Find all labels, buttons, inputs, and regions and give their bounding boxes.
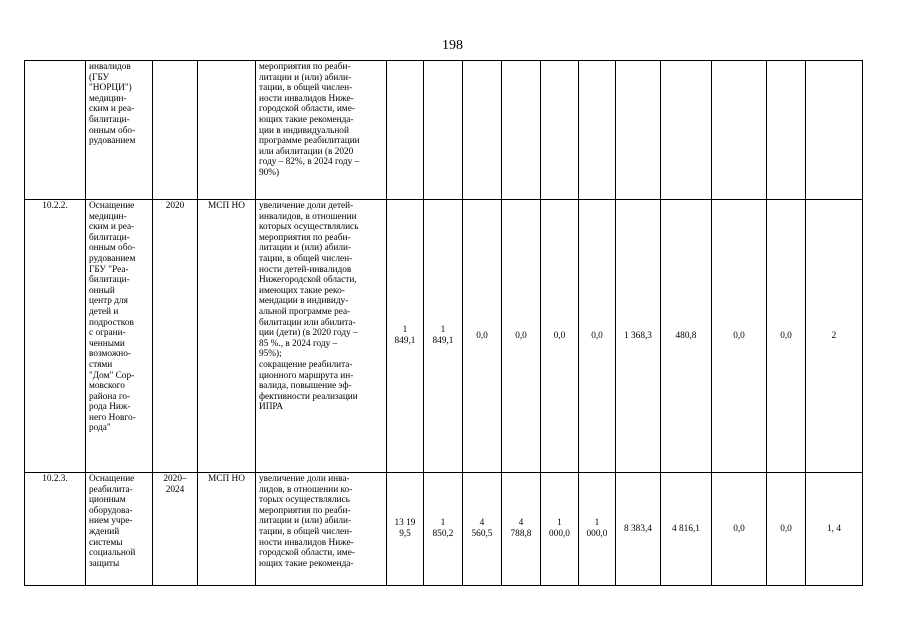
cell-text: 0,0 — [476, 330, 488, 341]
cell-text: 2 — [831, 330, 837, 341]
row-code-cell: 10.2.3. — [25, 473, 86, 586]
row-value-cell — [806, 61, 863, 200]
text-line: детей и — [89, 306, 119, 317]
text-line: ющих такие рекоменда- — [259, 558, 354, 569]
text-line: центр для — [89, 296, 128, 307]
text-line: ционного маршрута ин- — [259, 370, 354, 381]
cell-text: 9,5 — [399, 529, 411, 539]
text-line: тации, в общей числен- — [259, 83, 353, 94]
text-line: лидов, в отношении ко- — [259, 484, 353, 495]
text-line: ции (дети) (в 2020 году – — [259, 328, 358, 339]
cell-text: 0,0 — [553, 330, 566, 341]
cell-text: 2020 — [165, 201, 185, 211]
text-line: ским и реа- — [89, 104, 135, 115]
text-line: "НОРЦИ") — [89, 83, 132, 94]
text-line: литации и (или) абили- — [259, 516, 352, 527]
cell-text: 560,5 — [471, 529, 493, 539]
row-name-cell — [86, 61, 153, 200]
row-indicator-cell — [256, 473, 387, 586]
row-value-cell — [616, 200, 661, 473]
text-line: рода Ниж- — [89, 402, 131, 413]
text-line: ности инвалидов Ниже- — [259, 537, 354, 548]
row-value-cell — [661, 61, 712, 200]
text-line: альной программе реа- — [259, 306, 351, 317]
row-value-cell — [541, 473, 579, 586]
text-line: тации, в общей числен- — [259, 526, 353, 537]
page-number: 198 — [442, 38, 463, 53]
cell-text: 850,2 — [432, 529, 454, 539]
text-line: которых осуществлялись — [259, 222, 359, 233]
cell-text: 2020– — [163, 474, 187, 484]
row-value-cell — [616, 473, 661, 586]
text-line: увеличение доли детей- — [259, 201, 354, 211]
text-line: рудованием — [89, 253, 136, 264]
table-row — [25, 473, 863, 586]
row-value-cell — [424, 200, 463, 473]
row-value-cell — [463, 200, 502, 473]
text-line: медицин- — [89, 93, 127, 104]
table-row — [25, 61, 863, 200]
text-line: онным обо- — [89, 243, 136, 254]
text-line: реабилита- — [89, 484, 133, 495]
text-line: рода" — [89, 423, 111, 434]
cell-text: 0,0 — [733, 330, 745, 341]
row-value-cell — [806, 473, 863, 586]
row-value-cell — [424, 473, 463, 586]
text-line: с ограни- — [89, 328, 126, 339]
row-value-cell — [806, 200, 863, 473]
cell-text: 8 383,4 — [624, 523, 652, 534]
text-line: Оснащение — [89, 201, 135, 211]
row-value-cell — [463, 473, 502, 586]
row-value-cell — [712, 473, 767, 586]
row-value-cell — [541, 200, 579, 473]
row-years-cell — [153, 473, 198, 586]
text-line: мероприятия по реаби- — [259, 505, 351, 516]
row-years-cell — [153, 200, 198, 473]
cell-text: 0,0 — [780, 330, 792, 341]
row-value-cell — [424, 61, 463, 200]
text-line: билитаци- — [89, 232, 130, 243]
text-line: социальной — [89, 548, 136, 559]
cell-text: 0,0 — [733, 523, 745, 534]
text-line: или абилитации (в 2020 — [259, 146, 354, 157]
text-line: мендации в индивиду- — [259, 296, 349, 307]
row-value-cell — [767, 61, 806, 200]
cell-text: 849,1 — [432, 336, 454, 346]
row-value-cell — [387, 200, 424, 473]
row-value-cell — [767, 473, 806, 586]
row-value-cell — [579, 61, 616, 200]
row-code-cell — [25, 61, 86, 200]
row-value-cell — [387, 61, 424, 200]
text-line: ченными — [89, 338, 125, 349]
text-line: стями — [89, 359, 113, 370]
row-years-cell — [153, 61, 198, 200]
text-line: ГБУ "Реа- — [89, 264, 129, 275]
row-indicator-cell — [256, 200, 387, 473]
text-line: валида, повышение эф- — [259, 381, 352, 392]
text-line: мероприятия по реаби- — [259, 232, 351, 243]
cell-text: 0,0 — [780, 523, 792, 534]
budget-table — [24, 60, 863, 586]
cell-text: 1 — [594, 518, 600, 529]
text-line: ности детей-инвалидов — [259, 264, 352, 275]
text-line: медицин- — [89, 211, 127, 222]
cell-text: 1 368,3 — [624, 330, 652, 341]
text-line: онный — [89, 285, 115, 296]
text-line: 95%); — [259, 349, 282, 360]
text-line: возможно- — [89, 349, 131, 360]
text-line: мероприятия по реаби- — [259, 62, 351, 72]
cell-text: 1, 4 — [827, 523, 841, 534]
text-line: билитаци- — [89, 275, 130, 286]
row-value-cell — [616, 61, 661, 200]
text-line: билитации или абилита- — [259, 317, 356, 328]
text-line: городской области, име- — [259, 548, 355, 559]
row-value-cell — [712, 61, 767, 200]
text-line: имеющих такие реко- — [259, 285, 345, 296]
text-line: билитаци- — [89, 114, 130, 125]
text-line: литации и (или) абили- — [259, 243, 352, 254]
row-value-cell — [579, 473, 616, 586]
row-value-cell — [387, 473, 424, 586]
row-value-cell — [541, 61, 579, 200]
row-executor-cell — [198, 61, 256, 200]
cell-text: 4 — [518, 518, 524, 529]
text-line: Оснащение — [89, 474, 135, 484]
text-line: системы — [89, 537, 123, 548]
text-line: инвалидов, в отношении — [259, 211, 357, 222]
text-line: тации, в общей числен- — [259, 253, 353, 264]
text-line: сокращение реабилита- — [259, 359, 353, 370]
row-indicator-cell — [256, 61, 387, 200]
cell-text: 1 — [440, 518, 446, 529]
text-line: Нижегородской области, — [259, 275, 357, 286]
text-line: ждений — [89, 526, 120, 537]
cell-text: 788,8 — [510, 529, 532, 539]
text-line: (ГБУ — [89, 72, 110, 83]
row-executor-cell: МСП НО — [198, 200, 256, 473]
row-value-cell — [502, 473, 541, 586]
text-line: фективности реализации — [259, 391, 358, 402]
row-executor-cell: МСП НО — [198, 473, 256, 586]
row-name-cell — [86, 200, 153, 473]
text-line: ности инвалидов Ниже- — [259, 93, 354, 104]
text-line: ционным — [89, 495, 126, 506]
cell-text: 000,0 — [549, 529, 570, 539]
text-line: ским и реа- — [89, 222, 135, 233]
row-value-cell — [767, 200, 806, 473]
text-line: литации и (или) абили- — [259, 72, 352, 83]
cell-text: 4 816,1 — [672, 523, 700, 534]
text-line: онным обо- — [89, 125, 136, 136]
text-line: инвалидов — [89, 62, 131, 72]
text-line: городской области, име- — [259, 104, 355, 115]
row-code-cell: 10.2.2. — [25, 200, 86, 473]
row-value-cell — [661, 200, 712, 473]
text-line: подростков — [89, 317, 134, 328]
row-value-cell — [502, 200, 541, 473]
row-value-cell — [463, 61, 502, 200]
cell-text: 1 — [402, 325, 408, 336]
text-line: году – 82%, в 2024 году – — [259, 157, 360, 168]
text-line: района го- — [89, 391, 131, 402]
cell-text: 849,1 — [394, 336, 416, 346]
row-name-cell — [86, 473, 153, 586]
text-line: защиты — [89, 558, 120, 569]
text-line: рудованием — [89, 136, 136, 147]
text-line: ции в индивидуальной — [259, 125, 349, 136]
text-line: увеличение доли инва- — [259, 474, 350, 484]
cell-text: 1 — [557, 518, 562, 529]
text-line: мовского — [89, 381, 125, 392]
cell-text: 4 — [479, 518, 485, 529]
row-value-cell — [712, 200, 767, 473]
cell-text: 2024 — [165, 484, 185, 495]
table-row — [25, 200, 863, 473]
text-line: ющих такие рекоменда- — [259, 114, 354, 125]
text-line: оборудова- — [89, 505, 133, 516]
text-line: 90%) — [259, 167, 280, 178]
text-line: 85 %., в 2024 году – — [259, 338, 338, 349]
text-line: "Дом" Сор- — [89, 370, 135, 381]
cell-text: 13 19 — [394, 518, 416, 529]
cell-text: 480,8 — [675, 330, 697, 341]
cell-text: 1 — [440, 325, 446, 336]
text-line: программе реабилитации — [259, 136, 360, 147]
text-line: торых осуществлялись — [259, 495, 350, 506]
cell-text: 0,0 — [515, 330, 527, 341]
text-line: него Новго- — [89, 412, 136, 423]
row-value-cell — [502, 61, 541, 200]
text-line: нием учре- — [89, 516, 133, 527]
row-value-cell — [579, 200, 616, 473]
text-line: ИПРА — [259, 402, 284, 413]
cell-text: 0,0 — [591, 330, 603, 341]
row-value-cell — [661, 473, 712, 586]
cell-text: 000,0 — [586, 529, 608, 539]
